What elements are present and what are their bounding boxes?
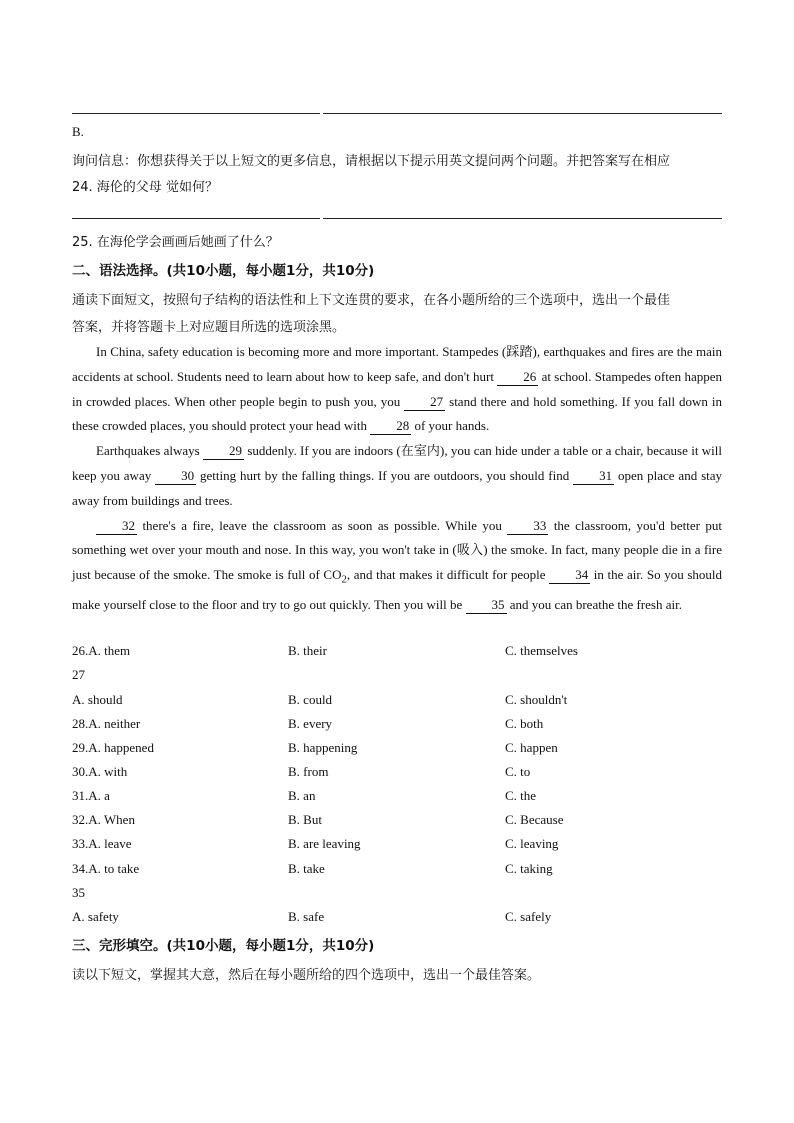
option-30-a[interactable]: 30.A. with (72, 764, 128, 779)
answer-line-right (323, 113, 722, 114)
options-27 (72, 692, 732, 712)
passage-text: stand there and hold something. If you fall down in these crowded places, you should protect your head with (72, 393, 722, 434)
section-2-instruction-1: 通读下面短文，按照句子结构的语法性和上下文连贯的要求，在各小题所给的三个选项中，选出一个最佳 (72, 293, 671, 308)
blank-34: 34 (549, 567, 590, 584)
option-32-c[interactable]: C. Because (505, 812, 564, 827)
passage-text: open place and stay away from buildings and trees. (72, 467, 723, 508)
options-35 (72, 909, 732, 929)
passage-text: at school. Stampedes often happen in crowded places. When other people begin to push you, you (72, 368, 722, 409)
question-24: 24. 海伦的父母 觉如何？ (72, 180, 218, 195)
option-34-c[interactable]: C. taking (505, 861, 553, 876)
option-29-b[interactable]: B. happening (288, 740, 358, 755)
passage-text: and you can breathe the fresh air. (506, 596, 682, 612)
options-29 (72, 740, 732, 760)
passage-text: , and that makes it difficult for people (346, 567, 550, 583)
instruction-ask-info: 询问信息：你想获得关于以上短文的更多信息，请根据以下提示用英文提问两个问题。并把答案写在相应 (72, 154, 671, 169)
blank-26: 26 (497, 369, 538, 386)
answer-line-24-right (323, 218, 722, 219)
options-33 (72, 836, 732, 856)
option-33-b[interactable]: B. are leaving (288, 836, 361, 851)
question-25: 25. 在海伦学会画画后她画了什么？ (72, 235, 279, 250)
section-2-instruction-2: 答案，并将答题卡上对应题目所选的选项涂黑。 (72, 320, 346, 335)
option-31-b[interactable]: B. an (288, 788, 316, 803)
answer-line-left (72, 113, 320, 114)
options-32 (72, 812, 732, 832)
passage-text: there's a fire, leave the classroom as soon as possible. While you (137, 517, 508, 533)
options-28 (72, 716, 732, 736)
options-30 (72, 764, 732, 784)
option-26-a[interactable]: 26.A. them (72, 643, 131, 658)
option-28-b[interactable]: B. every (288, 716, 333, 731)
blank-31: 31 (573, 468, 614, 485)
blank-35: 35 (466, 597, 507, 614)
blank-27: 27 (404, 394, 445, 411)
blank-32: 32 (96, 518, 137, 535)
option-34-b[interactable]: B. take (288, 861, 325, 876)
passage-paragraph-2 (72, 439, 722, 513)
option-26-c[interactable]: C. themselves (505, 643, 578, 658)
option-31-a[interactable]: 31.A. a (72, 788, 110, 803)
passage-text: in the air. So you should make yourself close to the floor and try to go out quickly. Then you will be (72, 567, 722, 612)
part-b-label: B. (72, 124, 84, 139)
option-27-c[interactable]: C. shouldn't (505, 692, 568, 707)
option-32-a[interactable]: 32.A. When (72, 812, 135, 827)
passage-paragraph-1 (72, 340, 722, 439)
grammar-passage (72, 340, 722, 617)
option-34-a[interactable]: 34.A. to take (72, 861, 140, 876)
passage-text: suddenly. If you are indoors (在室内), you can hide under a table or a chair, because it will keep you away (72, 443, 722, 483)
option-28-c[interactable]: C. both (505, 716, 544, 731)
option-35-c[interactable]: C. safely (505, 909, 552, 924)
option-35-a[interactable]: A. safety (72, 909, 119, 924)
passage-text: getting hurt by the falling things. If you are outdoors, you should find (196, 467, 574, 483)
option-26-b[interactable]: B. their (288, 643, 327, 658)
option-29-a[interactable]: 29.A. happened (72, 740, 154, 755)
option-27-a[interactable]: A. should (72, 692, 123, 707)
number-35: 35 (72, 885, 85, 900)
option-28-a[interactable]: 28.A. neither (72, 716, 141, 731)
blank-28: 28 (370, 418, 411, 435)
blank-30: 30 (155, 468, 196, 485)
passage-text: of your hands. (411, 418, 490, 434)
answer-line-24-left (72, 218, 320, 219)
section-2-heading: 二、语法选择。(共10小题，每小题1分，共10分) (72, 263, 375, 279)
option-27-b[interactable]: B. could (288, 692, 333, 707)
option-31-c[interactable]: C. the (505, 788, 537, 803)
subscript-2: 2 (341, 573, 347, 586)
question-number-27 (72, 667, 732, 687)
option-30-b[interactable]: B. from (288, 764, 329, 779)
blank-33: 33 (507, 518, 548, 535)
passage-text: In China, safety education is becoming more and more important. Stampedes (踩踏), earthquakes and fires are the main accidents at school. Students need to learn about how to keep safe, and don't hurt (72, 344, 722, 384)
passage-paragraph-3 (72, 514, 722, 618)
question-number-35 (72, 885, 732, 905)
option-35-b[interactable]: B. safe (288, 909, 325, 924)
options-31 (72, 788, 732, 808)
section-3-heading: 三、完形填空。(共10小题，每小题1分，共10分) (72, 938, 375, 954)
options-34 (72, 861, 732, 881)
passage-text: the classroom, you'd better put something wet over your mouth and nose. In this way, you won't take in (吸入) the smoke. In fact, many people die in a fire just because of the smoke. The smoke is full of CO (72, 517, 722, 583)
number-27: 27 (72, 667, 85, 682)
section-3-instruction: 读以下短文，掌握其大意，然后在每小题所给的四个选项中，选出一个最佳答案。 (72, 968, 541, 983)
option-32-b[interactable]: B. But (288, 812, 322, 827)
option-30-c[interactable]: C. to (505, 764, 531, 779)
option-33-a[interactable]: 33.A. leave (72, 836, 132, 851)
passage-text: Earthquakes always (96, 443, 204, 459)
blank-29: 29 (203, 443, 244, 460)
option-33-c[interactable]: C. leaving (505, 836, 559, 851)
option-29-c[interactable]: C. happen (505, 740, 558, 755)
options-26 (72, 643, 732, 663)
